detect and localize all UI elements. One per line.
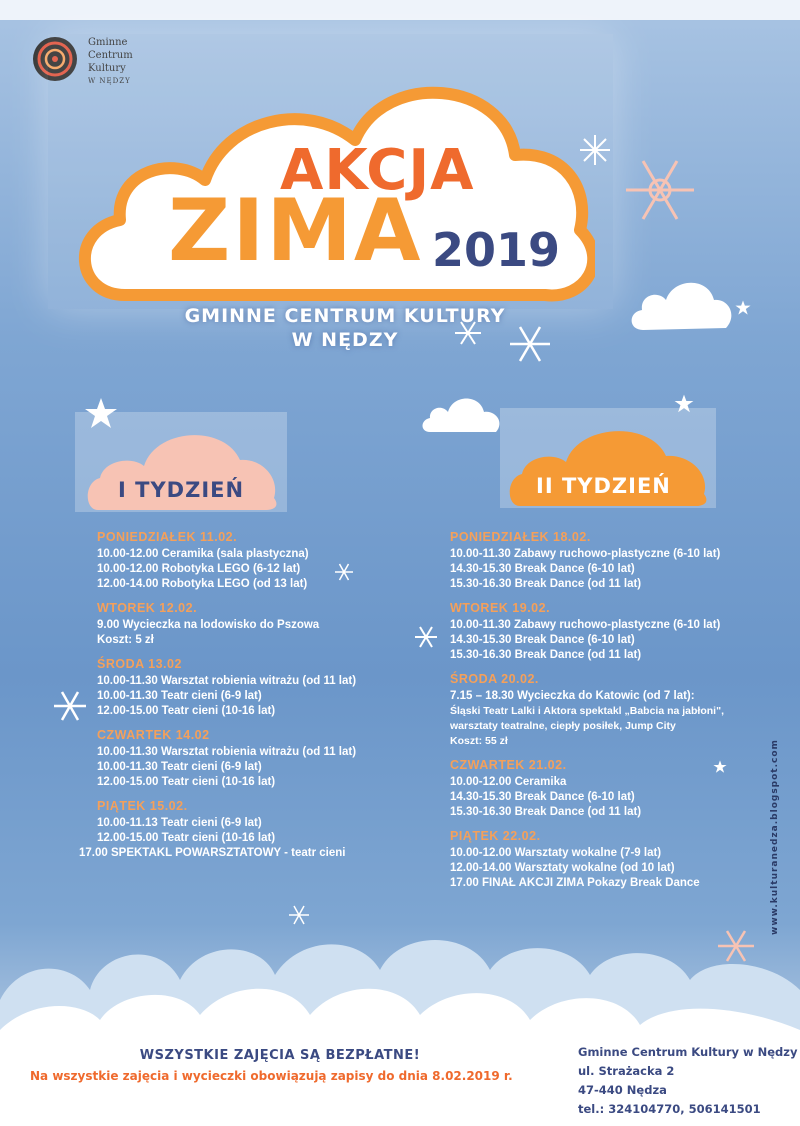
day-name: PIĄTEK 15.02. xyxy=(97,799,188,813)
activity-line: 10.00-12.00 Ceramika (sala plastyczna) xyxy=(97,548,309,560)
week2-day xyxy=(450,601,770,663)
activity-line: 12.00-15.00 Teatr cieni (10-16 lat) xyxy=(97,832,276,844)
activity-line: 10.00-11.30 Teatr cieni (6-9 lat) xyxy=(97,761,262,773)
activity-line: Koszt: 55 zł xyxy=(450,735,508,747)
day-name: CZWARTEK 21.02. xyxy=(450,758,567,772)
activity-line: 17.00 FINAŁ AKCJI ZIMA Pokazy Break Dance xyxy=(450,877,700,889)
activity-line: warsztaty teatralne, ciepły posiłek, Jump City xyxy=(450,720,676,732)
contact-phone: tel.: 324104770, 506141501 xyxy=(578,1102,761,1116)
activity-line: 12.00-15.00 Teatr cieni (10-16 lat) xyxy=(97,776,276,788)
activity-line: 14.30-15.30 Break Dance (6-10 lat) xyxy=(450,791,635,803)
activity-line: 7.15 – 18.30 Wycieczka do Katowic (od 7 lat): xyxy=(450,690,695,702)
week2-label: II TYDZIEŃ xyxy=(536,474,671,498)
footer-registration-note: Na wszystkie zajęcia i wycieczki obowiązują zapisy do dnia 8.02.2019 r. xyxy=(30,1069,513,1083)
day-name: WTOREK 12.02. xyxy=(97,601,198,615)
day-name: ŚRODA 20.02. xyxy=(450,672,539,686)
org-name-line1: GMINNE CENTRUM KULTURY xyxy=(184,305,506,327)
day-name: CZWARTEK 14.02 xyxy=(97,728,210,742)
activity-line: 15.30-16.30 Break Dance (od 11 lat) xyxy=(450,578,642,590)
activity-line: 10.00-11.30 Zabawy ruchowo-plastyczne (6-10 lat) xyxy=(450,619,721,631)
activity-line: 17.00 SPEKTAKL POWARSZTATOWY - teatr cieni xyxy=(79,847,346,859)
day-name: PONIEDZIAŁEK 18.02. xyxy=(450,530,591,544)
logo-line1: Gminne xyxy=(88,37,128,48)
contact-city: 47-440 Nędza xyxy=(578,1083,667,1097)
activity-line: 14.30-15.30 Break Dance (6-10 lat) xyxy=(450,634,635,646)
week1-label: I TYDZIEŃ xyxy=(118,478,245,502)
activity-line: 12.00-14.00 Robotyka LEGO (od 13 lat) xyxy=(97,578,308,590)
activity-line: 9.00 Wycieczka na lodowisko do Pszowa xyxy=(97,619,320,631)
star-icon xyxy=(735,300,751,316)
activity-line: 15.30-16.30 Break Dance (od 11 lat) xyxy=(450,806,642,818)
activity-line: 12.00-15.00 Teatr cieni (10-16 lat) xyxy=(97,705,276,717)
snowflake-icon xyxy=(453,318,483,348)
activity-line: 10.00-12.00 Robotyka LEGO (6-12 lat) xyxy=(97,563,301,575)
title-zima: ZIMA xyxy=(168,181,423,281)
snowflake-icon xyxy=(52,688,88,724)
day-name: ŚRODA 13.02 xyxy=(97,657,182,671)
logo-line3: Kultury xyxy=(88,63,126,74)
org-name-line2: W NĘDZY xyxy=(291,329,399,351)
week1-day xyxy=(97,530,417,592)
week1-day xyxy=(97,728,417,790)
day-name: PIĄTEK 22.02. xyxy=(450,829,541,843)
activity-line: Śląski Teatr Lalki i Aktora spektakl „Babcia na jabłoni", xyxy=(450,705,724,717)
blog-url: www.kulturanedza.blogspot.com xyxy=(770,739,780,935)
activity-line: 10.00-11.30 Warsztat robienia witrażu (od 11 lat) xyxy=(97,746,357,758)
activity-line: 10.00-11.30 Warsztat robienia witrażu (od 11 lat) xyxy=(97,675,357,687)
small-cloud-icon xyxy=(628,270,738,335)
week2-day xyxy=(450,758,770,820)
contact-block xyxy=(578,1043,797,1119)
footer-free-text: WSZYSTKIE ZAJĘCIA SĄ BEZPŁATNE! xyxy=(139,1048,421,1063)
logo-line2: Centrum xyxy=(88,50,133,61)
contact-street: ul. Strażacka 2 xyxy=(578,1064,675,1078)
title-year: 2019 xyxy=(432,223,561,277)
logo-line4: W NĘDZY xyxy=(88,77,131,85)
snowflake-icon xyxy=(508,322,552,366)
activity-line: 10.00-11.30 Teatr cieni (6-9 lat) xyxy=(97,690,262,702)
week1-schedule xyxy=(79,530,417,870)
activity-line: 10.00-11.30 Zabawy ruchowo-plastyczne (6-10 lat) xyxy=(450,548,721,560)
day-name: WTOREK 19.02. xyxy=(450,601,551,615)
week1-day xyxy=(97,601,417,648)
week2-day xyxy=(450,530,770,592)
activity-line: Koszt: 5 zł xyxy=(97,634,154,646)
week2-day xyxy=(450,672,770,749)
title-akcja: AKCJA xyxy=(280,138,475,203)
week2-day xyxy=(450,829,770,891)
activity-line: 10.00-11.13 Teatr cieni (6-9 lat) xyxy=(97,817,262,829)
day-name: PONIEDZIAŁEK 11.02. xyxy=(97,530,238,544)
activity-line: 14.30-15.30 Break Dance (6-10 lat) xyxy=(450,563,635,575)
snowflake-icon xyxy=(622,152,698,228)
small-cloud-icon xyxy=(420,390,505,435)
week1-day xyxy=(97,657,417,719)
activity-line: 15.30-16.30 Break Dance (od 11 lat) xyxy=(450,649,642,661)
week2-schedule xyxy=(450,530,770,900)
activity-line: 10.00-12.00 Warsztaty wokalne (7-9 lat) xyxy=(450,847,662,859)
activity-line: 10.00-12.00 Ceramika xyxy=(450,776,567,788)
week1-day xyxy=(79,799,417,861)
snowflake-icon xyxy=(578,133,612,167)
top-band xyxy=(0,0,800,20)
activity-line: 12.00-14.00 Warsztaty wokalne (od 10 lat) xyxy=(450,862,675,874)
contact-name: Gminne Centrum Kultury w Nędzy xyxy=(578,1045,798,1059)
